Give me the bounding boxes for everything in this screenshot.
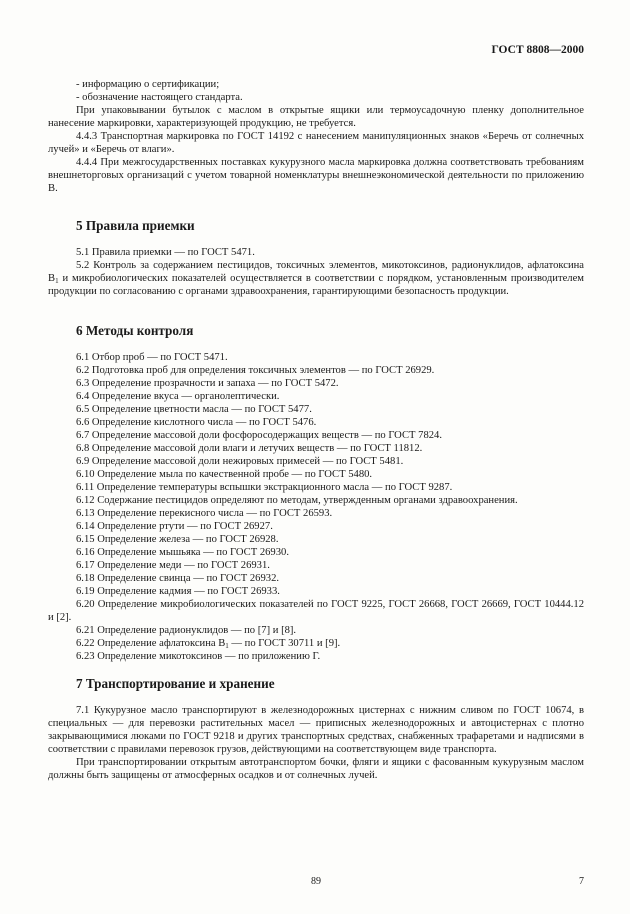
page-number-right: 7 xyxy=(579,876,584,887)
method-item: 6.9 Определение массовой доли нежировых примесей — по ГОСТ 5481. xyxy=(76,456,404,467)
method-item: 6.21 Определение радионуклидов — по [7] и [8]. xyxy=(76,625,297,636)
method-item: 6.8 Определение массовой доли влаги и летучих веществ — по ГОСТ 11812. xyxy=(76,443,423,454)
section-7-heading: 7 Транспортирование и хранение xyxy=(76,676,275,691)
method-item: 6.12 Содержание пестицидов определяют по методам, утвержденным органами здравоохранения. xyxy=(76,495,518,506)
methods-list xyxy=(48,351,584,637)
document-body xyxy=(48,78,584,782)
section-6-heading: 6 Методы контроля xyxy=(76,323,194,338)
method-item: 6.11 Определение температуры вспышки экстракционного масла — по ГОСТ 9287. xyxy=(76,482,453,493)
section-5-heading: 5 Правила приемки xyxy=(76,218,195,233)
clause-4-4-3: 4.4.3 Транспортная маркировка по ГОСТ 14192 с нанесением манипуляционных знаков «Беречь от солнечных лучей» и «Беречь от влаги». xyxy=(48,131,584,155)
method-item: 6.19 Определение кадмия — по ГОСТ 26933. xyxy=(76,586,280,597)
method-item: 6.10 Определение мыла по качественной пробе — по ГОСТ 5480. xyxy=(76,469,373,480)
clause-6-22: 6.22 Определение афлатоксина $B_1$ — по ГОСТ 30711 и [9]. xyxy=(76,638,341,650)
method-item: 6.1 Отбор проб — по ГОСТ 5471. xyxy=(76,352,228,363)
method-item: 6.15 Определение железа — по ГОСТ 26928. xyxy=(76,534,279,545)
transport-paragraph: При транспортировании открытым автотранспортом бочки, фляги и ящики с фасованным кукурузным маслом должны быть защищены от атмосферных осадков и от солнечных лучей. xyxy=(48,757,584,781)
clause-6-23: 6.23 Определение микотоксинов — по приложению Г. xyxy=(76,651,321,662)
method-item: 6.18 Определение свинца — по ГОСТ 26932. xyxy=(76,573,280,584)
method-item: 6.14 Определение ртути — по ГОСТ 26927. xyxy=(76,521,273,532)
method-item: 6.17 Определение меди — по ГОСТ 26931. xyxy=(76,560,270,571)
intro-bullet: - обозначение настоящего стандарта. xyxy=(76,92,243,103)
clause-4-4-4: 4.4.4 При межгосударственных поставках кукурузного масла маркировка должна соответствовать требованиям внешнеторговых организаций с учетом товарной номенклатуры внешнеэкономической деятельности по приложению В. xyxy=(48,157,584,194)
intro-paragraph: При упаковывании бутылок с маслом в открытые ящики или термоусадочную пленку дополнительное нанесение маркировки, характеризующей продукцию, не требуется. xyxy=(48,105,584,129)
intro-bullet: - информацию о сертификации; xyxy=(76,79,220,90)
document-page xyxy=(48,44,584,904)
method-item: 6.6 Определение кислотного числа — по ГОСТ 5476. xyxy=(76,417,317,428)
method-item: 6.7 Определение массовой доли фосфоросодержащих веществ — по ГОСТ 7824. xyxy=(76,430,442,441)
method-item: 6.5 Определение цветности масла — по ГОСТ 5477. xyxy=(76,404,312,415)
method-item: 6.16 Определение мышьяка — по ГОСТ 26930. xyxy=(76,547,289,558)
clause-5-1: 5.1 Правила приемки — по ГОСТ 5471. xyxy=(76,247,255,258)
clause-5-2: 5.2 Контроль за содержанием пестицидов, токсичных элементов, микотоксинов, радионуклидов, афлатоксина $B_1$ и микробиологических показателей осуществляется в соответствии с порядком, установленным производителем продукции по согласованию с органами здравоохранения, гарантирующими безопасность продукции. xyxy=(48,260,584,297)
method-item: 6.20 Определение микробиологических показателей по ГОСТ 9225, ГОСТ 26668, ГОСТ 26669, ГОСТ 10444.12 и [2]. xyxy=(48,599,584,623)
method-item: 6.13 Определение перекисного числа — по ГОСТ 26593. xyxy=(76,508,333,519)
method-item: 6.4 Определение вкуса — органолептически. xyxy=(76,391,280,402)
method-item: 6.2 Подготовка проб для определения токсичных элементов — по ГОСТ 26929. xyxy=(76,365,435,376)
standard-header: ГОСТ 8808—2000 xyxy=(491,44,584,56)
clause-7-1: 7.1 Кукурузное масло транспортируют в железнодорожных цистернах с нижним сливом по ГОСТ 10674, в специальных — для перевозки растительных масел — приписных железнодорожных и автоцистернах с плотно закрывающимися люками по ГОСТ 9218 и других транспортных средствах, снабженных трафаретами и надписями в соответствии с правилами перевозок грузов, действующими на соответствующем виде транспорта. xyxy=(48,705,584,755)
method-item: 6.3 Определение прозрачности и запаха — по ГОСТ 5472. xyxy=(76,378,339,389)
page-number-center: 89 xyxy=(311,876,321,887)
